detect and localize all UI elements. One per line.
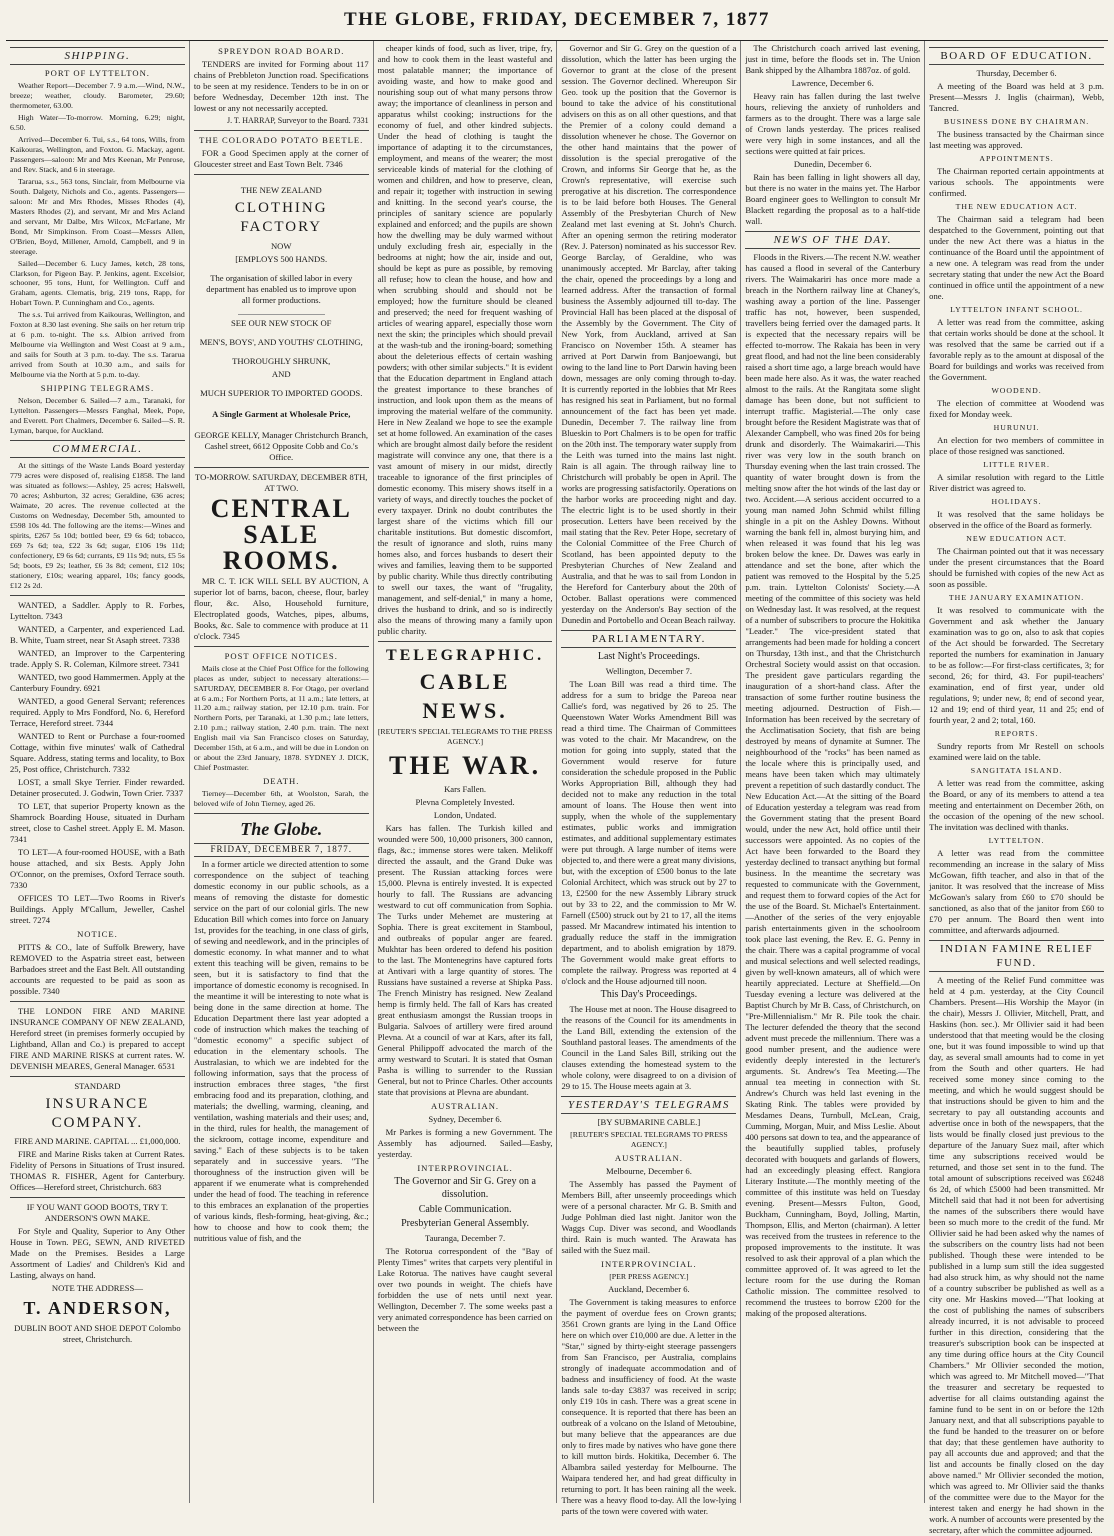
insurance-notice: THE LONDON FIRE AND MARINE INSURANCE COMPANY OF NEW ZEALAND, Hereford street (in premises formerly occupied by Lightband, Allan and Co.) is prepared to accept FIRE AND MARINE RISKS at current rates. W. DEVENISH MEARES, General Manager. 6531 (10, 1005, 185, 1071)
board-section-head: THE JANUARY EXAMINATION. (948, 592, 1085, 602)
board-section-head: HURUNUI. (993, 422, 1040, 432)
board-section (929, 202, 1104, 302)
columns (6, 41, 1108, 1535)
high-water: High Water—To-morrow. Morning, 6.29; night, 6.50. (10, 112, 185, 132)
nz-superior: MUCH SUPERIOR TO IMPORTED GOODS. (200, 387, 363, 398)
coach-news: The Christchurch coach arrived last evening, just in time, before the floods set in. The Union Bank shipped by the Alhambra 1887oz. of gold. (745, 43, 921, 75)
weather-report: Weather Report—December 7. 9 a.m.—Wind, N.W., breeze; weather, cloudy. Barometer, 29.60; thermometer, 63.00. (10, 81, 185, 111)
news-of-the-day-title: NEWS OF THE DAY. (745, 231, 920, 249)
divider (10, 1001, 185, 1002)
board-section (929, 117, 1104, 151)
classified-item: WANTED, a Saddler. Apply to R. Forbes, Lyttelton. 7343 (10, 599, 185, 621)
governor-head: The Governor and Sir G. Grey on a dissolution. (394, 1175, 536, 1200)
parliamentary-body: The Loan Bill was read a third time. The address for a sum to bridge the Pareoa near Callie's ford, was negatived by 26 to 25. The Queenstown Water Works Amendment Bill was read a third time. The Chairman of Committees was voted to the chair. Mr Macandrew, on the motion for going into supply, stated that the Government would reserve for future consideration the schedule proposed in the Public Works Appropriation Bill, although they had decided not to make any reduction in the total amount of loans. The House then went into supply, when the whole of the supplementary estimates, public works and immigration estimates, and additional supplementary estimates were put through. A large number of items were objected to, and there were a great many divisions, but, with the exception of £500 bonus to the late Colonial Architect, which was struck out by 27 to 13, £2500 for the new Assembly Library struck out by 33 to 22, and the commission to Mr W. Farnell (£500) struck out by 21 to 17, all the items passed. Mr Macandrew intimated his intention to gradually reduce the staff in the immigration department, and to abolish emigration by 1879. The Government would make great efforts to complete the railway. Progress was reported at 4 o'clock and the House adjourned till noon. (561, 678, 737, 986)
beetle-title: THE COLORADO POTATO BEETLE. (199, 135, 364, 146)
divider (194, 174, 369, 175)
post-body: Mails close at the Chief Post Office for the following places as under, subject to necessary alterations:— SATURDAY, DECEMBER 8. For Otago, per overland at 6 a.m.; For Northern Ports, at 11 a.m.; late letters, at 11.20 a.m.; railway station, per 12.10 p.m. train. For Northern Ports, per Taranaki, at 1.30 p.m.; late letters, 2.10 p.m.; railway station, 2.40 p.m. train. The next English mail via San Francisco closes on Saturday, December 15th, at 6 a.m., and will be due in London on or about the 23rd January, 1878. SYDNEY J. DICK, Chief Postmaster. (193, 663, 369, 773)
wellington-dateline: Wellington, December 7. (605, 665, 692, 676)
board-section-body: It was resolved to communicate with the Government and ask whether the January examination was to go on, also to ask that copies of the Act should be forwarded. The Secretary reported the numbers for examination in January to be as follow:—For first-class certificates, 3; for second, 26; for third, 43. For pupil-teachers' examination, end of first year, under old regulations, 9; under new, 8; end of second year, 12 and 19; end of third year, 11 and 25; end of fourth year, 2 and 2; total, 160. (929, 604, 1104, 725)
board-section-body: A letter was read from the committee, asking the Board, or any of its members to attend a tea meeting and entertainment on December 26th, on the occasion of the opening of the new school. The invitation was declined with thanks. (929, 777, 1104, 832)
nz-mens: MEN'S, BOYS', AND YOUTHS' CLOTHING, (199, 336, 363, 347)
board-section (929, 593, 1104, 726)
board-section-body: A similar resolution with regard to the Little River district was agreed to. (929, 471, 1104, 493)
board-section-body: The Chairman said a telegram had been despatched to the Government, pointing out that under the new Act there was a hiatus in the continuance of the Board until the appointment of a new one. A telegram was read from the under secretary stating that under the new Act the Board continued in office until the appointment of a new one. (929, 213, 1104, 301)
yesterdays-telegrams-title: YESTERDAY'S TELEGRAMS (561, 1096, 736, 1114)
commercial-title: COMMERCIAL. (10, 440, 185, 458)
nz-employs: [EMPLOYS 500 HANDS. (235, 253, 328, 264)
submarine-note: [BY SUBMARINE CABLE.] (597, 1116, 701, 1127)
interprovincial-body-2: The Government is taking measures to enforce the payment of overdue fees on Crown grants; 3561 Crown grants are lying in the Land Office here on which over £10,000 are due. A letter in the "Star," signed by thirty-eight steerage passengers from San Francisco, per Australia, complains strongly of inadequate accommodation and of badness and insufficiency of food. At the waste lands sale to-day £3837 was received in scrip; only £19 10s in cash. There was a great scene in consequence. It is reported that there has been an outbreak of a volcano on the Island of Metoubine, but many believe that the appearances are due only to fires made by natives who have gone there to kill mutton birds. Hokitika, December 6. The Albambra sailed yesterday for Melbourne. The Waipara tendered her, and had great difficulty in returning to port. It has been raining all the week. There was a heavy flood to-day. All the low-lying parts of the town were covered with water. (561, 1296, 737, 1516)
war-body: Kars has fallen. The Turkish killed and wounded were 500, 10,000 prisoners, 300 cannon, flags, &c.; immense stores were taken. Melikoff directed the assault, and the Grand Duke was present. The Russian attacking forces were 15,000. Plevna is entirely invested. It is expected hourly to fall. The Russians are advancing westward to cut off communication from Sophia. The Turks under Mehemet are mustering at Sophia. There is great excitement in Stamboul, and outbreaks of popular anger are feared. Mukhtar has been ordered to defend his position to the last. The Montenegrins have captured forts at Antivari with a large quantity of stores. The Russians have sustained a reverse at Shipka Pass. The French Ministry has resigned. New Zealand hemp is firmly held. The fall of Kars has created great enthusiasm amongst the Russian troops in Bulgaria. Salvoes of artillery were fired around Plevna. At a council of war at Kars, after its fall, General Philippoff advocated the march of the army westward to Scutari. It is stated that Osman Pasha is willing to surrender to the Russian General, but not to Prince Charles. Other accounts state that provisions at Plevna are abundant. (377, 822, 553, 1097)
board-section-head: BUSINESS DONE BY CHAIRMAN. (943, 117, 1090, 127)
sale-body: MR C. T. ICK WILL SELL BY AUCTION, A superior lot of barns, bacon, cheese, flour, barley flour, &c. Also, Household furniture, Electroplated goods, Watches, pipes, albums, Books, &c. Sale to commence with produce at 11 o'clock. 7345 (193, 575, 369, 641)
presbyterian-assembly: Presbyterian General Assembly. (401, 1218, 530, 1230)
divider (194, 813, 369, 814)
board-section-body: An election for two members of committee in place of those resigned was sanctioned. (929, 434, 1104, 456)
plevna-invested: Plevna Completely Invested. (415, 796, 515, 807)
address-name: T. ANDERSON, (23, 1298, 172, 1319)
classified-item: TO LET, that superior Property known as the Shamrock Boarding House, situated in Durham street, close to Cashel street. Apply E. M. Mason. 7341 (10, 800, 185, 844)
kars-fallen: Kars Fallen. (444, 783, 487, 794)
classified-item: OFFICES TO LET—Two Rooms in River's Buildings. Apply M'Callum, Jeweller, Cashel street. 7274 (10, 892, 185, 925)
last-night-title: Last Night's Proceedings. (597, 651, 700, 663)
divider (378, 641, 553, 642)
passengers: Tararua, s.s., 563 tons, Sinclair, from Melbourne via South. Dalgety, Nichols and Co., agents. Passengers—saloon: Mr and Mrs Rhodes, Misses Rhodes (4), Masters Rhodes (2), and servant, Mr and Mrs Acland and servant, Mr Dalbe, Mrs Wilcox, McFarlane, Mr Bond, Mr Simpkinson. From Coast—Messrs Allen, O'Brien, Boyd, Millener, Arnold, Campbell, and 9 in steerage. (10, 176, 185, 256)
australian-body: Mr Parkes is forming a new Government. The Assembly has adjourned. Sailed—Easby, yesterday. (377, 1126, 553, 1159)
nz-single: A Single Garment at Wholesale Price, (212, 408, 351, 419)
globe-title: The Globe. (240, 819, 323, 840)
board-section-head: NEW EDUCATION ACT. (966, 533, 1067, 543)
this-day-title: This Day's Proceedings. (600, 988, 698, 1000)
divider (194, 130, 369, 131)
interprovincial-body: The Rotorua correspondent of the "Bay of Plenty Times" writes that carpets very plentiful in Lake Rotorua. The natives have caught several over two pounds in weight. The chiefs have forbidden the use of nets until next year. Wellington, December 7. The some weeks past a very animated correspondence has been carried on between the (377, 1246, 553, 1334)
board-section-head: LITTLE RIVER. (983, 459, 1050, 469)
spreydon-title: SPREYDON ROAD BOARD. (218, 46, 345, 56)
board-section (929, 766, 1104, 833)
dunedin-body: Rain has been falling in light showers all day, but there is no water in the mains yet. The Harbor Board engineer goes to Wellington to consult Mr Blackett regarding the proposal as to a half-tide wall. (745, 172, 921, 226)
notice-body: PITTS & CO., late of Suffolk Brewery, have REMOVED to the Aspatria street east, between Barbadoes street and the East Belt. All outstanding accounts are requested to be paid as soon as possible. 7340 (10, 941, 185, 996)
board-section-head: SANGITATA ISLAND. (970, 765, 1063, 775)
tauranga-dateline: Tauranga, December 7. (425, 1233, 506, 1244)
divider (238, 314, 325, 315)
commercial-body: At the sittings of the Waste Lands Board yesterday 779 acres were disposed of, realising £1858. The land was situated as follows:—Ashley, 25 acres; Halswell, 70 acres; Ashburton, 32 acres; Geraldine, 636 acres; Waimate, 20 acres. The revenue collected at the Customs on Wednesday, December 5th, amounted to £598 10s 4d. The following are the items:—Wines and spirits, £267 5s 10d; bottled beer, £9 6s 6d; tobacco, £69 7s 6d; tea, £22 3s 6d; sugar, £106 19s 11d; confectionery, £9 6s 6d; currants, £9 11s 9d; nuts, £5 5s 5d; boots, £9 2s; leather, £6 3s 8d; cement, £12 10s; stationery, £10s; wearing apparel, 10s; fancy goods, £12 2s 2d. (10, 461, 185, 590)
divider (10, 595, 185, 596)
board-section-body: The election of committee at Woodend was fixed for Monday week. (929, 397, 1104, 419)
column-6 (924, 41, 1108, 1535)
nz-body: The organisation of skilled labor in every department has enabled us to improve upon all former productions. (206, 272, 357, 305)
divider (194, 467, 369, 468)
board-section-head: APPOINTMENTS. (979, 154, 1054, 164)
editorial-body: In a former article we directed attention to some correspondence on the subject of teaching domestic economy in our public schools, as a means of removing the distaste for domestic service on the part of our colonial girls. The new Education Bill which comes into force on January 1st, provides for the teaching, in one class of girls, of sewing and needlework, and in the principles of domestic economy. In what manner and to what extent this teaching will be given, remains to be seen, but it is satisfactory to find that the importance of domestic economy is recognised. In the meantime it will be interesting to note what is being done in the same direction at home. The Education Department there last year adopted a code of instruction which makes the teaching of "domestic economy" a specific subject of education in the elementary schools. The Australasian, to which we are indebted for the following information, says that the process of instruction embraces three stages, "the first embracing food and its preparation, clothing, and materials; the dwelling, warming, cleaning, and ventilation, washing materials and their uses; and, in the third, rules for health, the management of the sickroom, cottage income, expenditure and saving." Each of these subjects is to be taken separately and in successive years. "The thoroughness of the instruction given will be apparent if we enumerate what is comprehended under the head of food. The teaching in reference to this embraces an explanation of the properties of various kinds, flesh-forming, heat-giving, &c.; how to choose and how to cook them; the nutritious value of fish, and the (193, 858, 369, 1243)
news-of-the-day-body: Floods in the Rivers.—The recent N.W. weather has caused a flood in several of the Canterbury rivers. The Waimakariri has once more made a breach in the Northern railway line at Chaney's, washing away a portion of the line. Passenger traffic has not, however, been suspended, travellers being ferried over the damaged parts. It is expected that the necessary repairs will be effected to-morrow. The Rakaia has been in very great flood, and had not the line been considerably raised a short time ago, a large breach would have been made here also. As it was, the water reached almost to the rails. At the Rangitata some slight damage has been done, but not sufficient to interrupt traffic. Magisterial.—The only case brought before the Resident Magistrate was that of Alexander Campbell, who was fined 20s for being drunk and disorderly. The Waimakariri.—This river was very low in the south branch on Thursday evening when the last train crossed. The quantity of water brought down is from the melting snow after the hot winds of the last day or two. Accident.—A serious accident occurred to a young man named John Schmid whilst filling shingle in a pit on the Ashley Downs. Without warning the bank fell in, almost burying him, and when released it was found that his leg was broken below the knee. Dr. Dawes was early in attendance and set the bone, after which the patient was removed to the Hospital by the 5.25 p.m. train. Lyttelton Colonists' Society.—A meeting of the committee of this society was held on Wednesday last. It was resolved, at the request of a number of subscribers to procure the Hokitika "Leader." The vice-president stated that arrangements had been made for holding a concert on Thursday, 13th inst., and that the Christchurch Orchestral Society would assist on that occasion. The president gave particulars regarding the inauguration of a short-hand class. After the transaction of some further routine business the meeting adjourned. Destruction of Fish.—Information has been received by the secretary of the Acclimatisation Society, that fish are being destroyed by means of dynamite at Sumner. The neighbourhood of the "rocks" has been named as the locale where this is principally used, and means have been taken which may ultimately prevent a repetition of such dastardly conduct. The New Education Act.—At the sitting of the Board of Education yesterday a telegram was read from the Government stating that the present Board would, under the new Act, hold office until their successors were appointed. As no copies of the Act have been forwarded to the Board they yesterday declined to transact anything but formal business. In the meantime the secretary was requested to communicate with the Government, and request them to forward copies of the Act for the use of the Board. St. Michael's Entertainment.—Another of the series of the very enjoyable parish entertainments given in the schoolroom took place last evening, the Rev. E. G. Penny in the chair. There was a capital programme of vocal and musical selections and well selected readings, given by well-known amateurs, all of which were heartily appreciated. Lecture at Sheffield.—On Tuesday evening a lecture was delivered at the Baptist Church by Mr B. Cass, of Christchurch, on "Pre-Millennialism." Mr R. Pile took the chair. The lecturer defended the theory that the second advent must precede the millennium. There was a good number present, and the audience were evidently deeply interested in the lecturer's arguments. St. Andrew's Tea Meeting.—The annual tea meeting in connection with St. Andrew's Church was held last evening in the Skating Rink. The tables were provided by Mesdames Deans, Turnbull, McLean, Craig, Cumming, Morgan, Muir, and Miss Leslie. About 400 persons sat down to tea, and the appearance of the beautifully supplied tables, profusely decorated with bouquets and garlands of flowers, had an exceedingly pleasing effect. Rangiora Literary Institute.—The monthly meeting of the committee of this institute was held on Tuesday evening. Present—Messrs Fulton, Good, Buckham, Cunningham, Boyd, Jolling, Martin, Thompson, Ellis, and Merton (chairman). A letter was received from the trustees in reference to the proposed improvements to the institute. It was resolved to ask their approval of a plan which the committee approved of. It was agreed to let the lecture room for the use during the Roman Catholic mission. The committee resolved to recommend the trustees to borrow £200 for the making of the proposed alterations. (745, 252, 921, 1319)
famine-title: INDIAN FAMINE RELIEF FUND. (929, 940, 1104, 972)
sailed: Sailed—December 6. Lucy James, ketch, 28 tons, Clarkson, for Pigeon Bay. P. Jenkins, agent. Excelsior, schooner, 95 tons, Hunt, for Wellington. Cuff and Graham, agents. Clematis, brig, 219 tons, Rapp, for Hobart Town. P. Cunningham and Co., agents. (10, 258, 185, 308)
famine-body: A meeting of the Relief Fund committee was held at 4 p.m. yesterday, at the City Council Chambers. Present—His Worship the Mayor (in the chair), Messrs J. Ollivier, Mitchell, Pratt, and Haskins (hon. sec.). Mr Ollivier said it had been understood that that meeting would be the closing one, but it was found impossible to wind up that day, as several small amounts had to come in yet from the South and other quarters. He had received some money since coming to the meeting, and which he would suggest should be that instructions should be given to him and the secretary to pay all outstanding accounts and advertise once in both of the newspapers, that the lists would be finally closed just previous to the departure of the January Suez mail, after which time any subscriptions received would be returned, and those set sent in to the fund. The total amount of subscriptions received was £6248 6s 2d, of which £5000 had been transmitted. Mr Mitchell said that had it not been for advertising the names of the subscribers there would have been so much more to the credit of the fund. Mr Ollivier said he had been asked why the names of the subscribers on the country lists had not been published. Though these were intended to be published in a lump sum still the idea suggested had also struck him, as why should not the name of a country subscriber be published as well as a city one. Mr Haskins moved—"That looking at the cost of publishing the names of subscribers already incurred, it is not advisable to proceed further in this direction, considering that the treasurer's subscription book can be inspected at any time during office hours at the City Council Chambers." Mr Ollivier seconded the motion, which was agreed to. Mr Mitchell moved—"That the treasurer and secretary be requested to advertise for all claims outstanding against the famine fund to be sent in on or before the 12th January next, and that all subscriptions payable to the fund be handed to the treasurer on or before that day; that these gentlemen have authority to pay all accounts due and approved; and that the list and accounts be finally closed on the day above named." Mr Ollivier seconded the motion, which was agreed to. Mr Ollivier said the thanks of the committee were due to the Mayor for the interest taken and energy he had shown in the work. A number of accounts were presented by the secretary, after which the committee adjourned. (929, 974, 1104, 1535)
editorial-continued: cheaper kinds of food, such as liver, tripe, fry, and how to cook them in the least wasteful and most palatable manner; the importance of avoiding waste, and how to make good and nourishing soup out of what many persons throw away; the importance of cleanliness in person and apparatus whilst cooking; instructions for the economy of fuel, and other kindred subjects. Under the head of clothing is taught the importance of adapting it to the circumstances, employment, and means of the wearer; the most serviceable kinds of material for the clothing of women and children, and how to preserve, clean, and repair it; together with instruction in sewing and knitting. In the second year's course, the principles of sanitary science are popularly explained and enforced; and the pupils are shown how the dwelling may be duly warmed without unduly excluding fresh air, especially in the bedrooms at night; how the air, inside and out, should be kept as pure as possible, by removing all refuse; how to clean the house, and how and when scrubbing should and should not be employed; how the furniture should be cleaned and preserved; the need for frequent washing of articles of wearing apparel, especially those worn next the skin; the principles which should prevail at the wash-tub and the ironing-board; something about the deleterious effects of certain washing powders; with other similar subjects." It is evident that the Education department in England attach the greatest importance to these branches of instruction, and look upon them as the means of improving the material welfare of the community. Here in New Zealand we hope to see the example set at home followed. An examination of the cases which are brought almost daily before the resident magistrate will convince any one, that there is a vast amount of misery in our midst, directly traceable to ignorance of the first principles of domestic economy. This misery shows itself in a variety of ways, and directly touches the pocket of every taxpayer. Drink no doubt contributes the largest share of the victims which fill our charitable institutions. But domestic discomfort, the result of ignorance and sloth, ruins many homes also, and forces husbands to desert their wives and families, leaving them to be supported by public charity. While thus directly contributing to swell our taxes, the want of "frugality, management, and self-denial," in many a home, drives the husband to drink, and so is indirectly also the means of throwing many a family upon public charity. (377, 43, 553, 636)
standard-name: INSURANCE COMPANY. (45, 1095, 150, 1131)
standard-body: FIRE and Marine Risks taken at Current Rates. Fidelity of Persons in Situations of Trust insured. THOMAS R. FISHER, Agent for Canterbury. Offices—Hereford street, Christchurch. 683 (10, 1149, 185, 1193)
classified-item: WANTED, two good Hammermen. Apply at the Canterbury Foundry. 6921 (10, 671, 185, 693)
board-section-head: HOLIDAYS. (991, 496, 1042, 506)
divider (194, 646, 369, 647)
column-2 (189, 41, 373, 1503)
port-title: PORT OF LYTTELTON. (44, 68, 150, 79)
nz-head: THE NEW ZEALAND (240, 185, 322, 196)
boots-head: IF YOU WANT GOOD BOOTS, TRY T. ANDERSON'S OWN MAKE. (26, 1202, 169, 1224)
parliamentary-title: PARLIAMENTARY. (561, 630, 736, 648)
board-section-body: The business transacted by the Chairman since last meeting was approved. (929, 129, 1104, 151)
cable-communication: Cable Communication. (418, 1203, 512, 1215)
shipping-notes: The s.s. Tui arrived from Kaikouras, Wellington, and Foxton at 8.30 last evening. She sails on her return trip at 6 p.m. to-night. The s.s. Albion arrived from Melbourne via Wellington and West Coast at 9 a.m., and sails for South at 3 p.m. to-day. The s.s. Tararua arrived from South at 10.30 a.m., and sails for Melbourne via the North at 5 p.m. to-day. (10, 310, 185, 380)
interprovincial-title-2: INTERPROVINCIAL. (601, 1258, 697, 1269)
death-title: DEATH. (263, 776, 300, 787)
column-5 (740, 41, 924, 1503)
board-section-head: LYTTELTON INFANT SCHOOL. (950, 304, 1083, 314)
shipping-title: SHIPPING. (10, 47, 185, 65)
interprovincial-title: INTERPROVINCIAL. (417, 1162, 513, 1173)
this-day-body: The House met at noon. The House disagreed to the reasons of the Council for its amendments in the Land Bill, extending the extension of the Southland pastoral leases. The amendments of the Council in the Land Sales Bill, striking out the clauses extending the homestead system to the whole colony, were disagreed to on a division of 29 to 15. The House meets again at 3. (561, 1003, 737, 1091)
masthead-title: THE GLOBE, FRIDAY, DECEMBER 7, 1877 (344, 8, 770, 30)
classified-item: WANTED, an Improver to the Carpentering trade. Apply S. R. Coleman, Kilmore street. 7341 (10, 647, 185, 669)
telegraphic-title: TELEGRAPHIC. (385, 647, 545, 664)
press-agency-note: [PER PRESS AGENCY.] (609, 1271, 689, 1281)
board-section-body: Sundry reports from Mr Restell on schools examined were laid on the table. (929, 740, 1104, 762)
board-section (929, 534, 1104, 590)
melbourne-dateline: Melbourne, December 6. (605, 1165, 692, 1176)
board-section (929, 423, 1104, 457)
divider (10, 1076, 185, 1077)
london-dateline: London, Undated. (433, 809, 497, 820)
shipping-telegrams: Nelson, December 6. Sailed—7 a.m., Taranaki, for Lyttelton. Passengers—Messrs Fanghal, Meek, Pope, and Everett. Port Chalmers, December 6. Sailed—S. R. Lyman, barque, for Auckland. (10, 396, 185, 436)
board-section-body: A letter was read from the committee recommending an increase in the salary of Miss McGowan, fifth teacher, and also in that of the janitor. It was resolved that the increase of Miss McGowan's salary from £60 to £70 should be sanctioned, as also that of the janitor from £60 to £70 per annum. The Board then went into committee, and afterwards adjourned. (929, 847, 1104, 935)
death-body: Tierney—December 6th, at Woolston, Sarah, the beloved wife of John Tierney, aged 26. (193, 789, 369, 809)
classified-item: WANTED, a Carpenter, and experienced Lad. B. White, Tuam street, near St Asaph street. 7338 (10, 623, 185, 645)
address-line: DUBLIN BOOT AND SHOE DEPOT Colombo street, Christchurch. (14, 1323, 181, 1345)
classified-item: WANTED to Rent or Purchase a four-roomed Cottage, within five minutes' walk of Cathedral Square. Address, stating terms and locality, to Box 25, Post office, Christchurch. 7332 (10, 730, 185, 774)
auckland-dateline: Auckland, December 6. (608, 1283, 690, 1294)
divider (10, 1197, 185, 1198)
nz-shrunk: THOROUGHLY SHRUNK, (232, 355, 331, 366)
sydney-dateline: Sydney, December 6. (428, 1113, 502, 1124)
board-section-head: LYTTELTON. (988, 835, 1045, 845)
board-section-head: THE NEW EDUCATION ACT. (955, 202, 1078, 212)
board-section (929, 305, 1104, 383)
column-3 (373, 41, 557, 1503)
column-1 (6, 41, 189, 1503)
lawrence-dateline: Lawrence, December 6. (791, 78, 874, 88)
board-section-body: It was resolved that the same holidays be observed in the office of the Board as formerly. (929, 508, 1104, 530)
beetle-body: FOR a Good Specimen apply at the corner of Gloucester street and East Town Belt. 7346 (193, 148, 369, 170)
nz-clothing-factory: CLOTHING FACTORY (234, 200, 328, 236)
post-title: POST OFFICE NOTICES. (224, 650, 338, 661)
masthead (6, 0, 1108, 41)
nz-now: NOW (270, 240, 292, 251)
standard-sub: FIRE AND MARINE. CAPITAL ... £1,000,000. (14, 1136, 181, 1147)
classified-item: LOST, a small Skye Terrier. Finder rewarded. Detainer prosecuted. J. Godwin, Town Crier. 7337 (10, 776, 185, 798)
war-title: THE WAR. (389, 750, 542, 780)
dunedin-dateline: Dunedin, December 6. (793, 159, 872, 169)
governor-body: Governor and Sir G. Grey on the question of a dissolution, which the latter has been urging the Governor to grant at the close of the present session. The Governor declined. Whereupon Sir Geo. took up the position that the Governor is bound to take the advice of his constitutional advisers on this as on all other questions, and that the Premier of a colony could demand a dissolution whenever he chose. The Governor on the other hand maintains that the power of dissolution is the special prerogative of the Crown, and informs Sir George that he, as the Crown's representative, will exercise such prerogative at his discretion. The correspondence is to be laid before both Houses. The General Assembly of the Presbyterian Church of New Zealand met last evening at St. John's Church. After an opening sermon the retiring moderator (Rev. J. Paterson) nominated as his successor Rev. George Barclay, of Geraldine, who was unanimously accepted. Mr Barclay, after taking the chair, opened the proceedings by a long and learned address. After the transaction of formal business the Assembly adjourned till to-day. The Provincial Hall has been placed at the disposal of the Assembly by the Government. The City of New York, from Auckland, arrived at San Francisco on November 15th. A steamer has arrived at Port Darwin from Banjoewangi, but owing to the land line to Port Darwin having been down, messages are only coming through to-day. It is currently reported in the lobbies that Mr Rees has resigned his seat in Parliament, but no formal announcement of the fact has been yet made. Dunedin, December 7. The railway line from Blueskin to Port Chalmers is to be open for traffic on the 20th inst. The temporary water supply from the Leith was turned into the mains last night. Rain is all again. The through railway line to Christchurch will probably be open in April. The works are progressing satisfactorily. Operations on the harbor works are proceeding night and day. The electric light is to be used shortly in their prosecution. Letters have been received by the mail stating that the Rev. Peter Hope, secretary of the Colonial Committee of the Free Church of Scotland, has been appointed deputy to the Presbyterian Churches of New Zealand and Australia, and that he was to sail from London in the Hereford for Canterbury about the 20th of October. Ballast operations were commenced yesterday on the Anderson's Bay section of the Dunedin and Portobello and Ocean Beach railway. (561, 43, 737, 625)
nz-and: AND (271, 368, 291, 379)
board-section (929, 497, 1104, 531)
spreydon-signature: J. T. HARRAP, Surveyor to the Board. 7331 (226, 116, 369, 125)
board-section-head: REPORTS. (994, 728, 1039, 738)
board-section-head: WOODEND. (991, 385, 1042, 395)
sale-date: TO-MORROW. SATURDAY, DECEMBER 8TH, AT TWO. (195, 471, 368, 493)
board-section (929, 386, 1104, 420)
boots-body: For Style and Quality, Superior to Any Other House in Town. PEG, SEWN, AND RIVETED Made on the Premises. Besides a Large Assortment of Ladies' and Children's Kid and Lasting, always on hand. (10, 1226, 185, 1281)
australian-title-2: AUSTRALIAN. (614, 1152, 683, 1163)
reuters-note-2: [REUTER'S SPECIAL TELEGRAMS TO PRESS AGENCY.] (570, 1129, 728, 1149)
board-section-body: The Chairman reported certain appointments at various schools. The appointments were confirmed. (929, 166, 1104, 199)
board-section-body: A letter was read from the committee, asking that certain works should be done at the school. It was resolved that the same be carried out if a favorable reply as to the amount at disposal of the Board for buildings and works was received from the Government. (929, 316, 1104, 382)
shipping-telegrams-title: SHIPPING TELEGRAMS. (40, 383, 155, 394)
arrived: Arrived—December 6. Tui, s.s., 64 tons, Wills, from Kaikouras, Wellington, and Foxton. G. Mackay, agent. Passengers—saloon: Mr and Mrs Keenan, Mr Penrose, and Rev. Stack, and 6 in steerage. (10, 134, 185, 174)
spreydon-body: TENDERS are invited for Forming about 117 chains of Prebbleton Junction road. Specifications to be seen at my residence. Tenders to be in on or before Wednesday, December 12th inst. The lowest or any not necessarily accepted. (193, 59, 369, 113)
thursday-dateline: Thursday, December 6. (976, 68, 1057, 79)
lawrence-body: Heavy rain has fallen during the last twelve hours, relieving the anxiety of runholders and farmers as to the drought. There was a large sale of Crown lands yesterday. The prices realised were very high in some instances, and all the sections were quitted at fair prices. (745, 91, 921, 156)
cable-news-title: CABLE NEWS. (419, 669, 511, 723)
board-section-body: The Chairman pointed out that it was necessary under the present circumstances that the Board should be furnished with copies of the new Act as soon as possible. (929, 545, 1104, 589)
board-section (929, 460, 1104, 494)
address-head: NOTE THE ADDRESS— (51, 1283, 143, 1294)
classified-item: WANTED, a good General Servant; references required. Apply to Mrs Fondford, No. 6, Hereford Terrace, Hereford street. 7344 (10, 695, 185, 728)
notice-title: NOTICE. (77, 928, 118, 939)
australian-title: AUSTRALIAN. (431, 1100, 500, 1111)
australian-body-2: The Assembly has passed the Payment of Members Bill, after unseemly proceedings which were of a personal character. Mr G. B. Smith and Judge Pohlman died last night. Janitor won the Waggs Cup. Diver was second, and Woodlands third. Rain is much wanted. The Arawata has sailed with the Suez mail. (561, 1178, 737, 1255)
column-4 (556, 41, 740, 1516)
board-section (929, 154, 1104, 199)
reuters-note: [REUTER'S SPECIAL TELEGRAMS TO THE PRESS AGENCY.] (377, 726, 553, 746)
sale-title: CENTRAL SALE ROOMS. (210, 493, 352, 575)
board-title: BOARD OF EDUCATION. (929, 47, 1104, 65)
board-section (929, 836, 1104, 936)
board-section (929, 729, 1104, 763)
nz-see: SEE OUR NEW STOCK OF (231, 317, 332, 328)
globe-date: FRIDAY, DECEMBER 7, 1877. (194, 843, 369, 857)
nz-manager: GEORGE KELLY, Manager Christchurch Branch, Cashel street, 6612 Opposite Cobb and Co.'s Office. (194, 429, 369, 462)
classified-item: TO LET—A four-roomed HOUSE, with a Bath house attached, and six Bests. Apply John O'Connor, on the premises, Oxford Terrace south. 7330 (10, 846, 185, 890)
board-intro: A meeting of the Board was held at 3 p.m. Present—Messrs J. Inglis (chairman), Webb, Tancred. (929, 81, 1104, 114)
standard-head: STANDARD (74, 1080, 121, 1091)
